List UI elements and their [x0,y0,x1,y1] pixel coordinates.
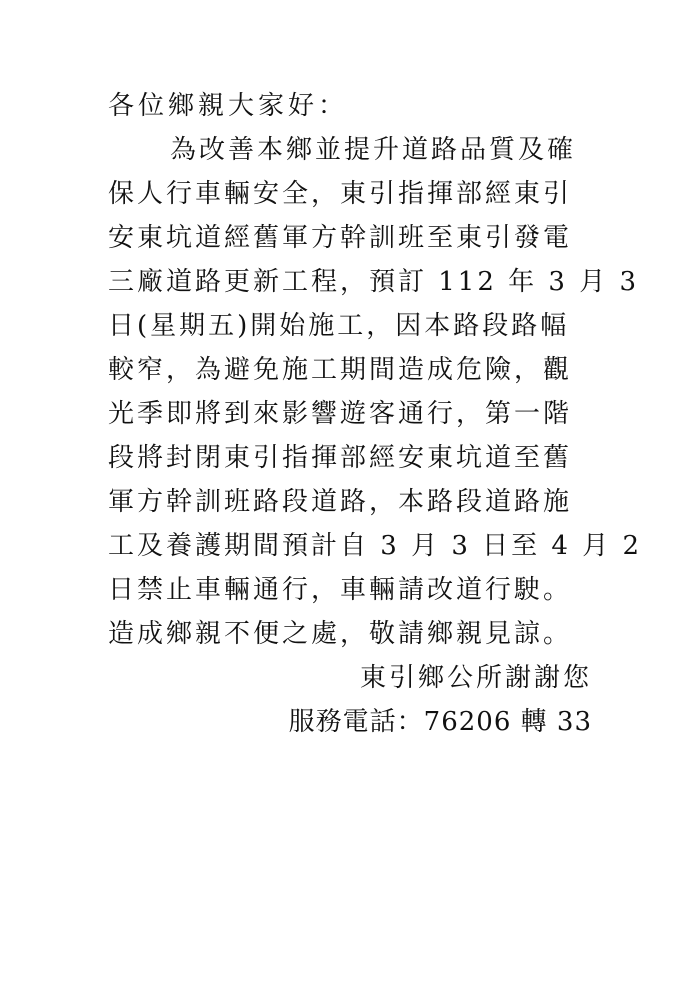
body-line: 日(星期五)開始施工，因本路段路幅 [108,311,570,341]
body-line: 軍方幹訓班路段道路，本路段道路施 [108,487,573,517]
body-line: 保人行車輛安全，東引指揮部經東引 [108,179,573,209]
signature-line: 東引鄉公所謝謝您 [359,663,592,693]
phone-line: 服務電話：76206 轉 33 [288,707,592,737]
body-line: 較窄，為避免施工期間造成危險，觀 [108,355,573,385]
body-line: 光季即將到來影響遊客通行，第一階 [108,399,573,429]
body-line: 日禁止車輛通行，車輛請改道行駛。 [108,575,573,605]
body-line: 造成鄉親不便之處，敬請鄉親見諒。 [108,619,573,649]
body-line: 三廠道路更新工程，預訂 112 年 3 月 3 [108,267,640,297]
body-line: 安東坑道經舊軍方幹訓班至東引發電 [108,223,573,253]
body-line: 段將封閉東引指揮部經安東坑道至舊 [108,443,573,473]
greeting-line: 各位鄉親大家好： [108,91,349,121]
body-line: 為改善本鄉並提升道路品質及確 [170,135,577,165]
notice-text [108,84,643,744]
body-line: 工及養護期間預計自 3 月 3 日至 4 月 2 [108,531,643,561]
